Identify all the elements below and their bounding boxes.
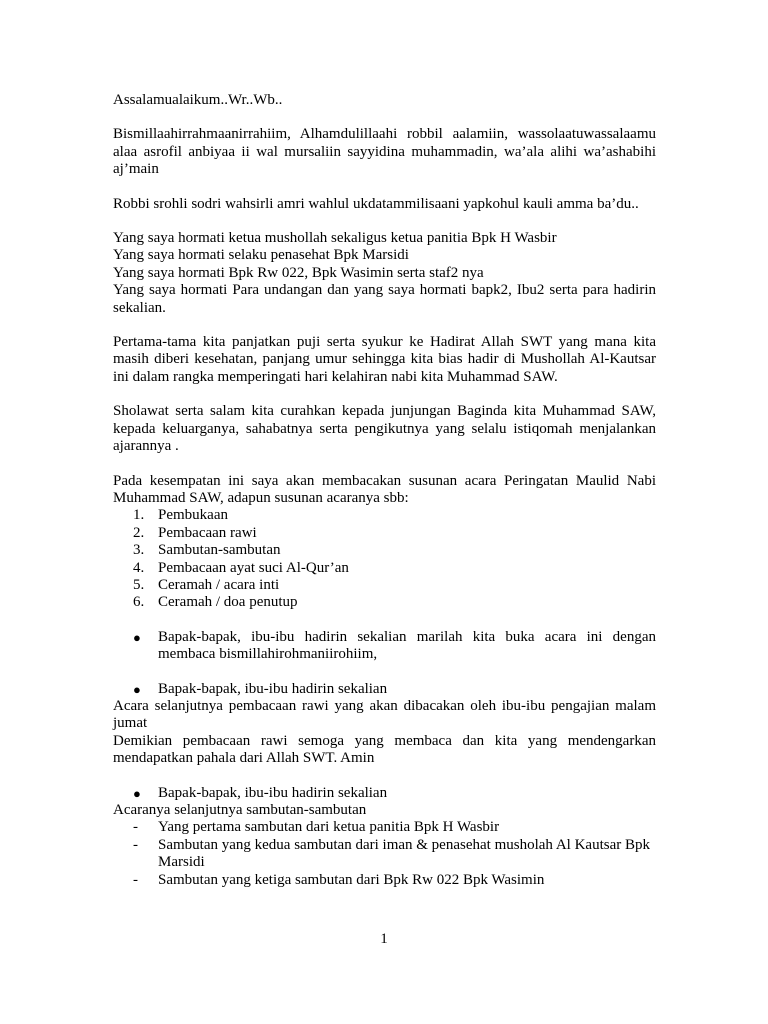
- agenda-number: 6.: [133, 594, 145, 611]
- dash-marker: -: [133, 836, 138, 853]
- paragraph-agenda-intro: Pada kesempatan ini saya akan membacakan susunan acara Peringatan Maulid Nabi Muhammad SAW, adapun susunan acaranya sbb:: [113, 472, 656, 506]
- agenda-number: 3.: [133, 542, 145, 559]
- sambutan-item: [113, 872, 656, 889]
- agenda-item: [113, 577, 656, 594]
- agenda-item: [113, 594, 656, 611]
- agenda-item: [113, 507, 656, 524]
- agenda-text: Ceramah / acara inti: [158, 576, 280, 593]
- dash-marker: -: [133, 819, 138, 836]
- bullet-list-rawi: [113, 681, 656, 698]
- bullet-text: Bapak-bapak, ibu-ibu hadirin sekalian: [158, 784, 388, 801]
- agenda-number: 4.: [133, 559, 145, 576]
- bullet-list-sambutan: [113, 785, 656, 802]
- bullet-list-opening: [113, 629, 656, 664]
- dash-marker: -: [133, 871, 138, 888]
- paragraph-gratitude: Pertama-tama kita panjatkan puji serta syukur ke Hadirat Allah SWT yang mana kita masih diberi kesehatan, panjang umur sehingga kita bias hadir di Mushollah Al-Kautsar ini dalam rangka memperingati hari kelahiran nabi kita Muhammad SAW.: [113, 334, 656, 385]
- respect-line: Yang saya hormati ketua mushollah sekaligus ketua panitia Bpk H Wasbir: [113, 230, 557, 247]
- agenda-item: [113, 542, 656, 559]
- rawi-intro: Acara selanjutnya pembacaan rawi yang akan dibacakan oleh ibu-ibu pengajian malam jumat: [113, 697, 656, 732]
- page-number: 1: [380, 931, 388, 947]
- respects-block: [113, 230, 656, 317]
- sambutan-text: Sambutan yang kedua sambutan dari iman & penasehat musholah Al Kautsar Bpk Marsidi: [158, 836, 650, 871]
- agenda-text: Pembacaan rawi: [158, 524, 257, 541]
- paragraph-sholawat: Sholawat serta salam kita curahkan kepada junjungan Baginda kita Muhammad SAW, kepada keluarganya, sahabatnya serta pengikutnya yang selalu istiqomah menjalankan ajarannya .: [113, 403, 656, 455]
- agenda-list: [113, 507, 656, 611]
- agenda-number: 5.: [133, 576, 145, 593]
- bullet-icon: ●: [133, 785, 141, 801]
- agenda-text: Ceramah / doa penutup: [158, 594, 298, 611]
- sambutan-intro: Acaranya selanjutnya sambutan-sambutan: [113, 802, 367, 818]
- agenda-item: [113, 525, 656, 542]
- prayer-line: Robbi srohli sodri wahsirli amri wahlul ukdatammilisaani yapkohul kauli amma ba’du..: [113, 195, 639, 212]
- sambutan-item: [113, 819, 656, 836]
- sambutan-item: [113, 837, 656, 872]
- agenda-text: Pembacaan ayat suci Al-Qur’an: [158, 559, 349, 576]
- agenda-text: Pembukaan: [158, 507, 228, 524]
- sambutan-list: [113, 819, 656, 889]
- bullet-icon: ●: [133, 629, 141, 645]
- bullet-text: Bapak-bapak, ibu-ibu hadirin sekalian: [158, 680, 388, 697]
- bullet-text: Bapak-bapak, ibu-ibu hadirin sekalian marilah kita buka acara ini dengan membaca bismillahirohmaniirohiim,: [158, 628, 656, 663]
- agenda-item: [113, 560, 656, 577]
- rawi-close: Demikian pembacaan rawi semoga yang membaca dan kita yang mendengarkan mendapatkan pahala dari Allah SWT. Amin: [113, 732, 656, 767]
- greeting: Assalamualaikum..Wr..Wb..: [113, 92, 283, 108]
- sambutan-text: Yang pertama sambutan dari ketua panitia Bpk H Wasbir: [158, 819, 500, 836]
- agenda-number: 1.: [133, 507, 145, 524]
- agenda-number: 2.: [133, 524, 145, 541]
- agenda-text: Sambutan-sambutan: [158, 542, 281, 559]
- bullet-icon: ●: [133, 681, 141, 697]
- respect-line: Yang saya hormati selaku penasehat Bpk Marsidi: [113, 247, 409, 264]
- bullet-item: [113, 629, 656, 664]
- respect-line: Yang saya hormati Bpk Rw 022, Bpk Wasimin serta staf2 nya: [113, 264, 484, 281]
- sambutan-text: Sambutan yang ketiga sambutan dari Bpk Rw 022 Bpk Wasimin: [158, 871, 545, 888]
- respect-line: Yang saya hormati Para undangan dan yang saya hormati bapk2, Ibu2 serta para hadirin sekalian.: [113, 282, 656, 316]
- bullet-item: [113, 785, 656, 802]
- document-body: [113, 92, 656, 889]
- opening-paragraph: Bismillaahirrahmaanirrahiim, Alhamdulillaahi robbil aalamiin, wassolaatuwassalaamu alaa asrofil anbiyaa ii wal mursaliin sayyidina muhammadin, wa’ala alihi wa’ashabihi aj’main: [113, 126, 656, 178]
- bullet-item: [113, 681, 656, 698]
